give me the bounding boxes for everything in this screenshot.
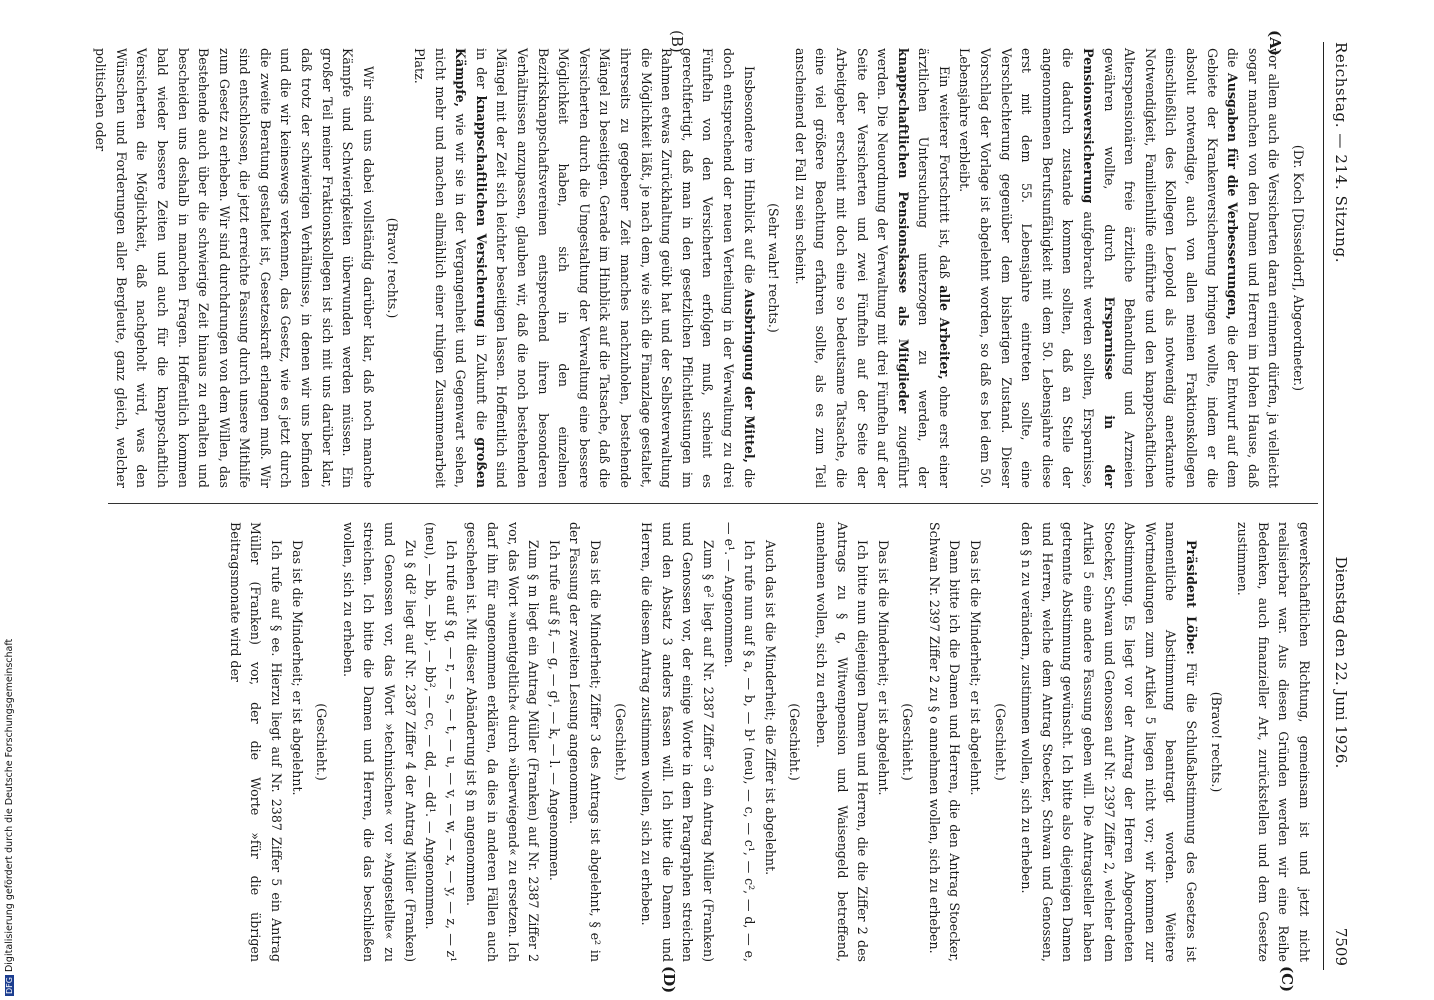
paragraph: Das ist die Minderheit; Ziffer 3 des Antrags ist abgelehnt, § e² in der Fassung der zweiten Lesung angenommen. — [567, 522, 603, 962]
document-page — [93, 30, 1354, 994]
digitization-footer — [4, 606, 18, 996]
paragraph: Zum § m liegt ein Antrag Müller (Franken) auf Nr. 2387 Ziffer 2 vor, das Wort »unentgeltlich« durch »überwiegend« zu ersetzen. Ich darf ihn für angenommen erklären, da dies in anderen Fällen auch geschehen ist. Mit dieser Abänderung ist § m angenommen. — [464, 522, 542, 962]
paragraph: Ich rufe auf § q, — r, — s, — t, — u, — v, — w, — x, — y, — z, — z¹ (neu), — bb, — bb¹, — bb², — cc, — dd, — dd¹. — Angenommen. — [423, 522, 459, 962]
interjection: (Bravo! rechts.) — [385, 217, 401, 319]
paragraph: Ich rufe auf § f, — g, — g¹, — k, — l. — Angenommen. — [546, 540, 562, 881]
paragraph: Auch das ist die Minderheit; die Ziffer ist abgelehnt. — [762, 540, 778, 876]
footer-credit: Digitalisierung gefördert durch die Deutsche Forschungsgemeinschaft — [4, 638, 15, 973]
speaker-line: (Dr. Koch [Düsseldorf], Abgeordneter.) — [1291, 144, 1306, 392]
paragraph: Ich bitte nun diejenigen Damen und Herren, die die Ziffer 2 des Antrags zu § q, Witwenpension und Waisengeld betreffend, annehmen wollen, sich zu erheben. — [813, 522, 871, 962]
margin-mark-a: (A) — [1266, 30, 1284, 56]
column-divider — [108, 503, 1318, 504]
header-date: Dienstag den 22. Juni 1926. — [1332, 556, 1350, 769]
paragraph: Wir sind uns dabei vollständig darüber klar, daß noch manche Kämpfe und Schwierigkeiten überwunden werden müssen. Ein großer Teil meiner Fraktionskollegen ist sich mit uns darüber klar, daß trotz der schwierigen Verhältnisse, in denen wir uns befinden und die wir keineswegs verkennen, das Gesetz, wie es jetzt durch die zweite Beratung gestaltet ist, Gesetzeskraft erlangen muß. Wir sind entschlossen, die jetzt erreichte Fassung durch unsere Mithilfe zum Gesetz zu erheben. Wir sind durchdrungen von dem Willen, das Bestehende auch über die schwierige Zeit hinaus zu erhalten und bescheiden uns deshalb in manchen Fragen. Hoffentlich kommen bald wieder bessere Zeiten und auch für die knappschaftlich Versicherten die Möglichkeit, daß nachgeholt wird, was den Wünschen und Forderungen aller Bergleute, ganz gleich, welcher politischen oder — [93, 48, 376, 488]
interjection: (Geschieht.) — [992, 703, 1008, 781]
header-session: Reichstag. — 214. Sitzung. — [1332, 42, 1350, 264]
paragraph: Das ist die Minderheit; er ist abgelehnt. — [875, 540, 891, 796]
margin-mark-c: (C) — [1278, 966, 1296, 993]
paragraph: Ich rufe auf § ee. Hierzu liegt auf Nr. 2387 Ziffer 5 ein Antrag Müller (Franken) vor, der die Worte »für die übrigen Beitragsmonate wird der — [227, 522, 285, 962]
right-column — [224, 522, 1314, 962]
header-date-and-page — [1332, 556, 1350, 966]
paragraph: Zu § dd² liegt auf Nr. 2387 Ziffer 4 der Antrag Müller (Franken) und Genossen vor, das Wort »technischen« vor »Angestellte« zu streichen. Ich bitte die Damen und Herren, die das beschließen wollen, sich zu erheben. — [340, 522, 418, 962]
paragraph: Ein weiterer Fortschritt ist, daß alle Arbeiter, ohne erst einer ärztlichen Untersuchung unterzogen zu werden, der knappschaftlichen Pensionskasse als Mitglieder zugeführt werden. Die Neuordnung der Verwaltung mit drei Fünfteln auf der Seite der Versicherten und zwei Fünfteln auf der Seite der Arbeitgeber erscheint mit doch eine so bedeutsame Tatsache, die eine viel größere Beachtung erfahren sollte, als es zum Teil anscheinend der Fall zu sein scheint. — [792, 48, 952, 488]
paragraph: gewerkschaftlichen Richtung, gemeinsam ist und jetzt nicht realisierbar war. Aus diesen Gründen werden wir eine Reihe Bedenken, auch finanzieller Art, zurückstellen und dem Gesetze zustimmen. — [1235, 522, 1312, 962]
interjection: (Bravo! rechts.) — [1208, 691, 1224, 793]
interjection: (Sehr wahr! rechts.) — [766, 203, 782, 333]
paragraph: vor allem auch die Versicherten daran erinnern dürfen, ja vielleicht sogar manchen von den Damen und Herren im Hohen Hause, daß die Ausgaben für die Verbesserungen, die der Entwurf auf dem Gebiete der Krankenversicherung bringen wollte, indem er die absolut notwendige, auch von allen meinen Fraktionskollegen einschließlich des Kollegen Leopold als notwendig anerkannte Notwendigkeit, Familienhilfe einführte und den knappschaftlichen Alterspensionären freie ärztliche Behandlung und Arzneien gewähren wollte, durch Ersparnisse in der Pensionsversicherung aufgebracht werden sollten, Ersparnisse, die dadurch zustande kommen sollten, daß an Stelle der angenommenen Berufsunfähigkeit mit dem 50. Lebensjahre diese erst mit dem 55. Lebensjahre eintreten sollte, eine Verschlechterung gegenüber dem bisherigen Zustand. Dieser Vorschlag der Vorlage ist abgelehnt worden, so daß es bei dem 50. Lebensjahre verbleibt. — [957, 48, 1282, 488]
page-number: 7509 — [1332, 927, 1350, 966]
paragraph: Das ist die Minderheit; er ist abgelehnt. — [968, 540, 984, 796]
left-column — [90, 48, 1314, 488]
paragraph: Zum § e² liegt auf Nr. 2387 Ziffer 3 ein Antrag Müller (Franken) und Genossen vor, der einige Worte in dem Paragraphen streichen und den Absatz 3 anders fassen will. Ich bitte die Damen und Herren, die diesem Antrag zustimmen wollen, sich zu erheben. — [639, 522, 716, 962]
paragraph: Dann bitte ich die Damen und Herren, die den Antrag Stoecker, Schwan Nr. 2397 Ziffer 2 zu § o annehmen wollen, sich zu erheben. — [926, 522, 963, 962]
speaker-name: Präsident Löbe: — [1184, 540, 1200, 655]
paragraph: Das ist die Minderheit; er ist abgelehnt. — [289, 540, 305, 796]
paragraph: Präsident Löbe: Für die Schlußabstimmung des Gesetzes ist namentliche Abstimmung beantragt worden. Weitere Wortmeldungen zum Artikel 5 liegen nicht vor; wir kommen zur Abstimmung. Es liegt vor der Antrag der Herren Abgeordneten Stoecker, Schwan und Genossen auf Nr. 2397 Ziffer 2, welcher dem Artikel 5 eine andere Fassung geben will. Die Antragsteller haben getrennte Abstimmung gewünscht. Ich bitte also diejenigen Damen und Herren, welche dem Antrag Stoecker, Schwan und Genossen, den § n zu verändern, zustimmen wollen, sich zu erheben. — [1019, 522, 1200, 962]
interjection: (Geschieht.) — [787, 703, 803, 781]
interjection: (Geschieht.) — [900, 703, 916, 781]
page-header — [1323, 42, 1354, 970]
paragraph: Ich rufe nun auf § a, — b, — b¹ (neu), — c, — c¹, — c², — d, — e, — e¹. — Angenommen. — [721, 522, 758, 962]
dfg-logo: DFG — [5, 977, 14, 994]
interjection: (Geschieht.) — [612, 703, 628, 781]
margin-mark-b: (B) — [668, 30, 686, 53]
margin-mark-d: (D) — [660, 966, 678, 994]
paragraph: Insbesondere im Hinblick auf die Ausbringung der Mittel, die doch entsprechend der neuen Verteilung in der Verwaltung zu drei Fünfteln von den Versicherten erfolgen muß, scheint es gerechtfertigt, daß man in den gesetzlichen Pflichtleistungen im Rahmen etwas Zurückhaltung geübt hat und der Selbstverwaltung die Möglichkeit läßt, je nach dem, wie sich die Finanzlage gestaltet, ihrerseits zu gegebener Zeit manches nachzuholen, bestehende Mängel zu beseitigen. Gerade im Hinblick auf die Tatsache, daß die Versicherten durch die Umgestaltung der Verwaltung eine bessere Möglichkeit haben, sich in den einzelnen Bezirksknappschaftsvereinen entsprechend ihren besonderen Verhältnissen anzupassen, glauben wir, daß die noch bestehenden Mängel mit der Zeit sich leichter beseitigen lassen. Hoffentlich sind in der knappschaftlichen Versicherung in Zukunft die großen Kämpfe, wie wir sie in der Vergangenheit und Gegenwart sehen, nicht mehr und machen allmählich einer ruhigen Zusammenarbeit Platz. — [412, 48, 757, 488]
interjection: (Geschieht.) — [314, 703, 330, 781]
